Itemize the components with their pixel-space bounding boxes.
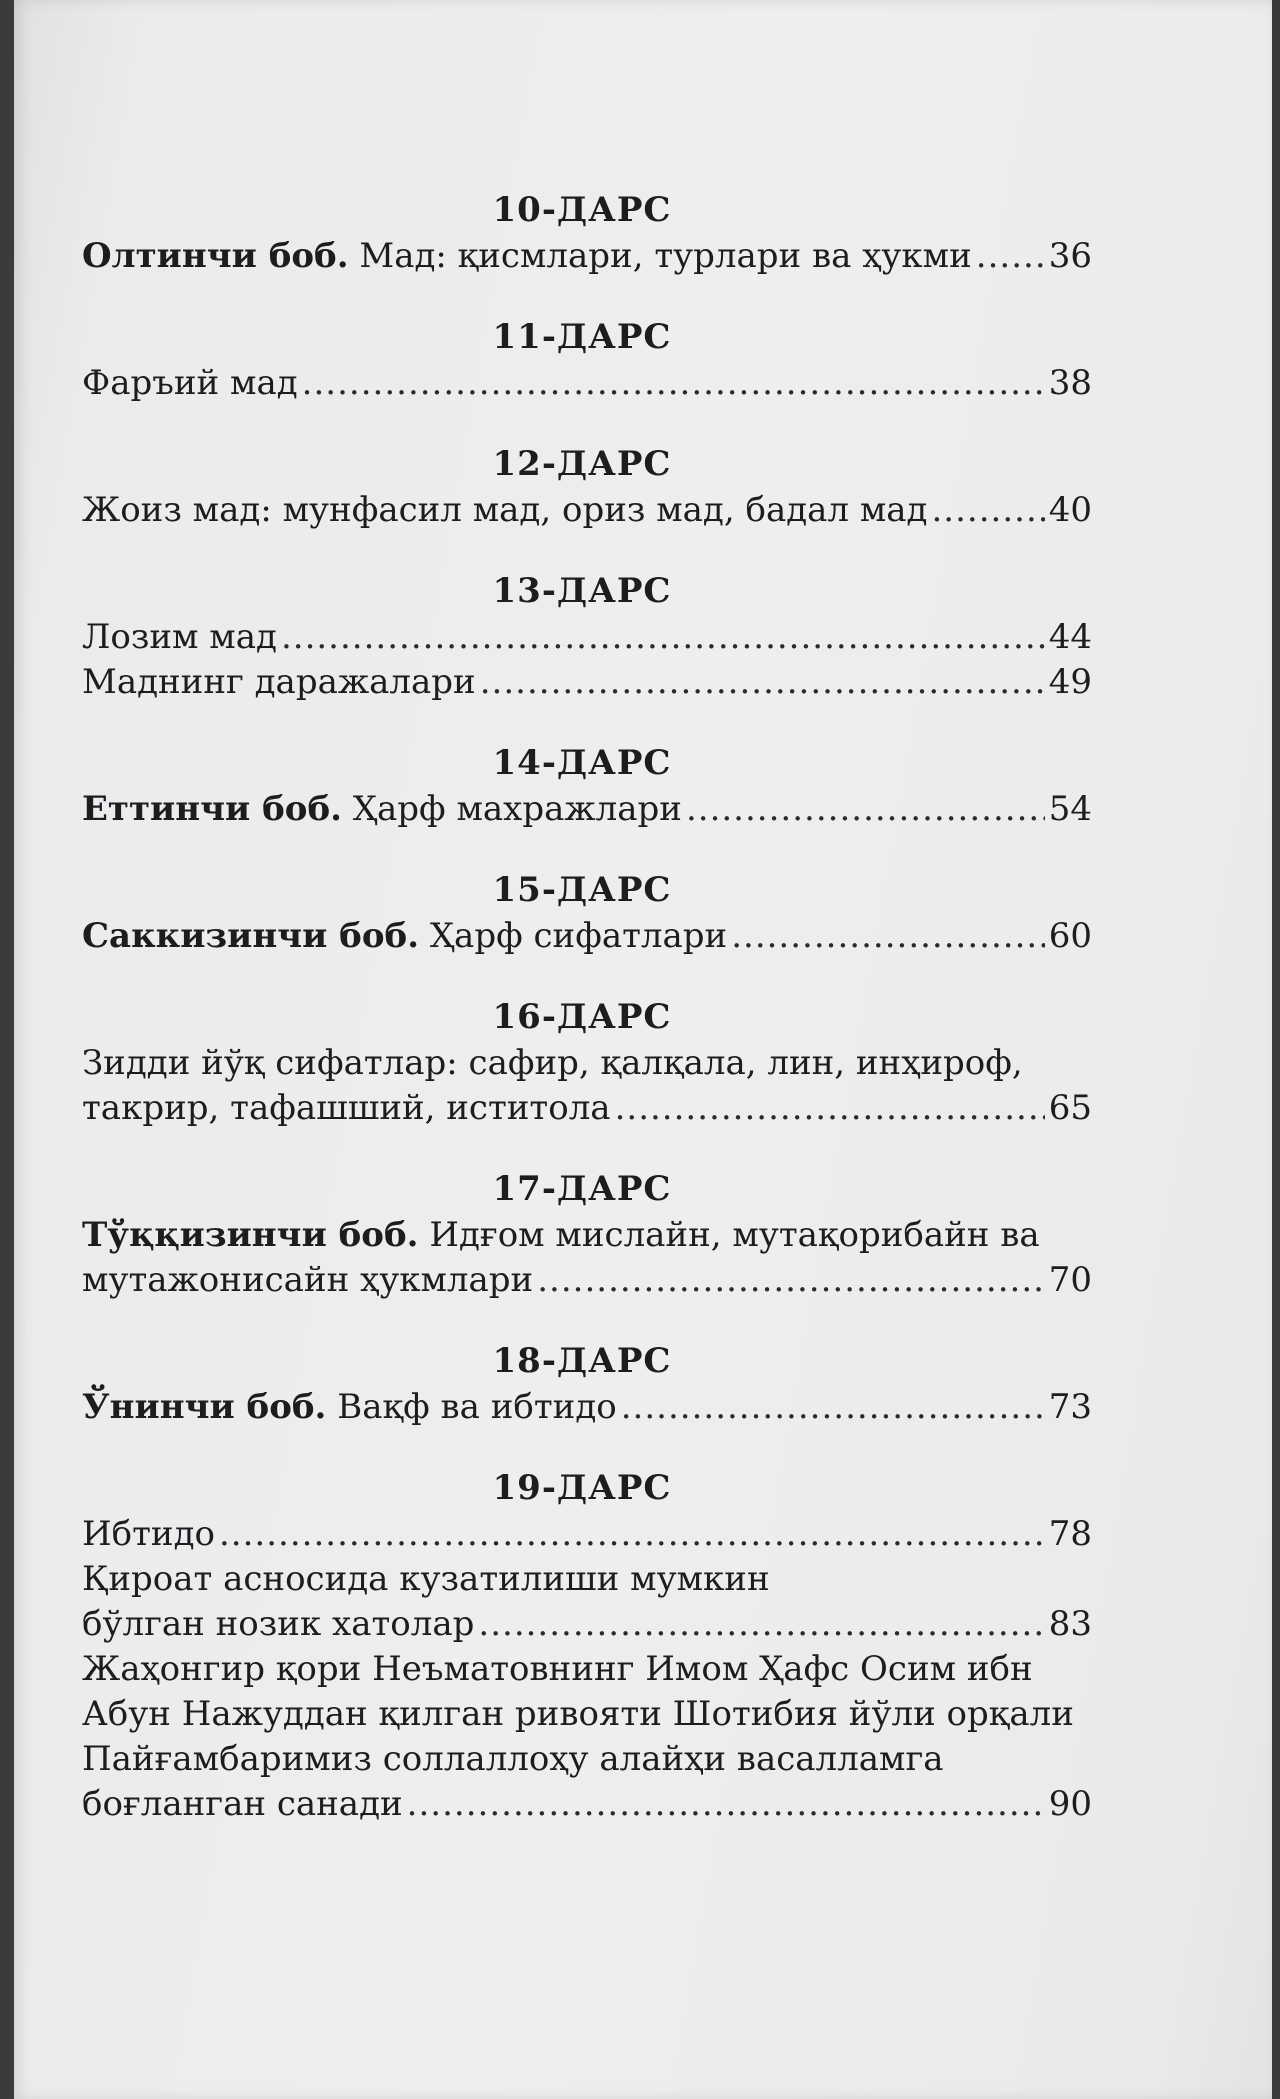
entry-text: бўлган нозик хатолар bbox=[82, 1604, 475, 1644]
lesson-heading: 15-ДАРС bbox=[492, 870, 672, 910]
entry-text-line bbox=[82, 1557, 1092, 1602]
toc-entry[interactable] bbox=[82, 234, 1092, 279]
chapter-label: Еттинчи боб. bbox=[82, 789, 342, 829]
toc-section bbox=[82, 870, 1092, 959]
entry-text: Маднинг даражалари bbox=[82, 662, 476, 702]
toc-section bbox=[82, 1169, 1092, 1303]
dot-leader bbox=[976, 234, 1045, 279]
toc-entry[interactable] bbox=[82, 1557, 1092, 1647]
entry-last-line bbox=[82, 488, 1092, 533]
entry-text: Мад: қисмлари, турлари ва ҳукми bbox=[359, 236, 972, 276]
toc-section bbox=[82, 1341, 1092, 1430]
entry-last-line bbox=[82, 787, 1092, 832]
entry-title bbox=[82, 1782, 403, 1827]
toc-entry[interactable] bbox=[82, 660, 1092, 705]
dot-leader bbox=[407, 1782, 1045, 1827]
dot-leader bbox=[615, 1086, 1045, 1131]
dot-leader bbox=[219, 1512, 1045, 1557]
chapter-label: Тўққизинчи боб. bbox=[82, 1215, 419, 1255]
entry-text: Зидди йўқ сифатлар: сафир, қалқала, лин, инҳироф, bbox=[82, 1043, 1023, 1083]
page-number: 90 bbox=[1048, 1784, 1092, 1824]
entry-text-line bbox=[82, 1213, 1092, 1258]
toc-section bbox=[82, 317, 1092, 406]
entry-text-line bbox=[82, 1647, 1092, 1692]
entry-text: Пайғамбаримиз соллаллоҳу алайҳи васалламга bbox=[82, 1739, 944, 1779]
dot-leader bbox=[686, 787, 1045, 832]
toc-section bbox=[82, 743, 1092, 832]
page-number: 54 bbox=[1048, 789, 1092, 829]
lesson-heading: 10-ДАРС bbox=[492, 190, 672, 230]
entry-text: Абун Нажуддан қилган ривояти Шотибия йўли орқали bbox=[82, 1694, 1074, 1734]
entry-text: Ҳарф махражлари bbox=[352, 789, 682, 829]
toc-entry[interactable] bbox=[82, 615, 1092, 660]
entry-last-line bbox=[82, 361, 1092, 406]
entry-text-line bbox=[82, 1041, 1092, 1086]
entry-last-line bbox=[82, 914, 1092, 959]
lesson-heading: 14-ДАРС bbox=[492, 743, 672, 783]
toc-entry[interactable] bbox=[82, 1213, 1092, 1303]
toc-entry[interactable] bbox=[82, 1385, 1092, 1430]
entry-title bbox=[82, 1258, 533, 1303]
chapter-label: Саккизинчи боб. bbox=[82, 916, 420, 956]
entry-text: Жаҳонгир қори Неъматовнинг Имом Ҳафс Осим ибн bbox=[82, 1649, 1033, 1689]
entry-text: мутажонисайн ҳукмлари bbox=[82, 1260, 534, 1300]
page-number: 60 bbox=[1048, 916, 1092, 956]
table-of-contents bbox=[82, 190, 1092, 1865]
entry-last-line bbox=[82, 1512, 1092, 1557]
entry-title bbox=[82, 787, 682, 832]
lesson-heading: 12-ДАРС bbox=[492, 444, 672, 484]
entry-text: боғланган санади bbox=[82, 1784, 403, 1824]
dot-leader bbox=[480, 660, 1045, 705]
toc-section bbox=[82, 190, 1092, 279]
entry-last-line bbox=[82, 1782, 1092, 1827]
page-number: 83 bbox=[1048, 1604, 1092, 1644]
toc-section bbox=[82, 1468, 1092, 1827]
page-number: 65 bbox=[1048, 1088, 1092, 1128]
page-number: 36 bbox=[1048, 236, 1092, 276]
toc-entry[interactable] bbox=[82, 1647, 1092, 1827]
page-number: 38 bbox=[1048, 363, 1092, 403]
lesson-heading: 19-ДАРС bbox=[492, 1468, 672, 1508]
entry-text: Жоиз мад: мунфасил мад, ориз мад, бадал мад bbox=[82, 490, 928, 530]
page-number: 78 bbox=[1048, 1514, 1092, 1554]
entry-text: такрир, тафашший, иститола bbox=[82, 1088, 611, 1128]
page-number: 40 bbox=[1048, 490, 1092, 530]
toc-entry[interactable] bbox=[82, 488, 1092, 533]
dot-leader bbox=[478, 1602, 1044, 1647]
lesson-heading: 17-ДАРС bbox=[492, 1169, 672, 1209]
lesson-heading: 11-ДАРС bbox=[492, 317, 672, 357]
entry-title bbox=[82, 1512, 215, 1557]
dot-leader bbox=[281, 615, 1045, 660]
entry-text: Ибтидо bbox=[82, 1514, 215, 1554]
entry-text: Қироат асносида кузатилиши мумкин bbox=[82, 1559, 770, 1599]
toc-section bbox=[82, 571, 1092, 705]
toc-entry[interactable] bbox=[82, 1512, 1092, 1557]
entry-title bbox=[82, 1602, 474, 1647]
entry-title bbox=[82, 1086, 611, 1131]
lesson-heading: 18-ДАРС bbox=[492, 1341, 672, 1381]
toc-entry[interactable] bbox=[82, 1041, 1092, 1131]
chapter-label: Ўнинчи боб. bbox=[82, 1387, 327, 1427]
entry-title bbox=[82, 488, 927, 533]
entry-last-line bbox=[82, 660, 1092, 705]
page-number: 44 bbox=[1048, 617, 1092, 657]
entry-last-line bbox=[82, 1086, 1092, 1131]
entry-last-line bbox=[82, 1385, 1092, 1430]
lesson-heading: 13-ДАРС bbox=[492, 571, 672, 611]
entry-text: Вақф ва ибтидо bbox=[337, 1387, 617, 1427]
toc-entry[interactable] bbox=[82, 787, 1092, 832]
entry-title bbox=[82, 234, 972, 279]
entry-text: Ҳарф сифатлари bbox=[429, 916, 728, 956]
dot-leader bbox=[302, 361, 1045, 406]
dot-leader bbox=[621, 1385, 1045, 1430]
entry-text-line bbox=[82, 1737, 1092, 1782]
entry-text: Идғом мислайн, мутақорибайн ва bbox=[429, 1215, 1040, 1255]
chapter-label: Олтинчи боб. bbox=[82, 236, 349, 276]
toc-section bbox=[82, 997, 1092, 1131]
entry-text: Лозим мад bbox=[82, 617, 277, 657]
entry-title bbox=[82, 914, 727, 959]
page-number: 70 bbox=[1048, 1260, 1092, 1300]
toc-section bbox=[82, 444, 1092, 533]
entry-last-line bbox=[82, 615, 1092, 660]
entry-last-line bbox=[82, 234, 1092, 279]
page-number: 49 bbox=[1048, 662, 1092, 702]
entry-title bbox=[82, 361, 298, 406]
entry-last-line bbox=[82, 1602, 1092, 1647]
toc-entry[interactable] bbox=[82, 361, 1092, 406]
entry-text-line bbox=[82, 1692, 1092, 1737]
entry-title bbox=[82, 660, 476, 705]
entry-title bbox=[82, 615, 277, 660]
dot-leader bbox=[731, 914, 1045, 959]
lesson-heading: 16-ДАРС bbox=[492, 997, 672, 1037]
entry-title bbox=[82, 1385, 617, 1430]
entry-last-line bbox=[82, 1258, 1092, 1303]
book-page bbox=[14, 0, 1272, 2099]
entry-text: Фаръий мад bbox=[82, 363, 298, 403]
page-number: 73 bbox=[1048, 1387, 1092, 1427]
dot-leader bbox=[537, 1258, 1045, 1303]
toc-entry[interactable] bbox=[82, 914, 1092, 959]
dot-leader bbox=[931, 488, 1044, 533]
